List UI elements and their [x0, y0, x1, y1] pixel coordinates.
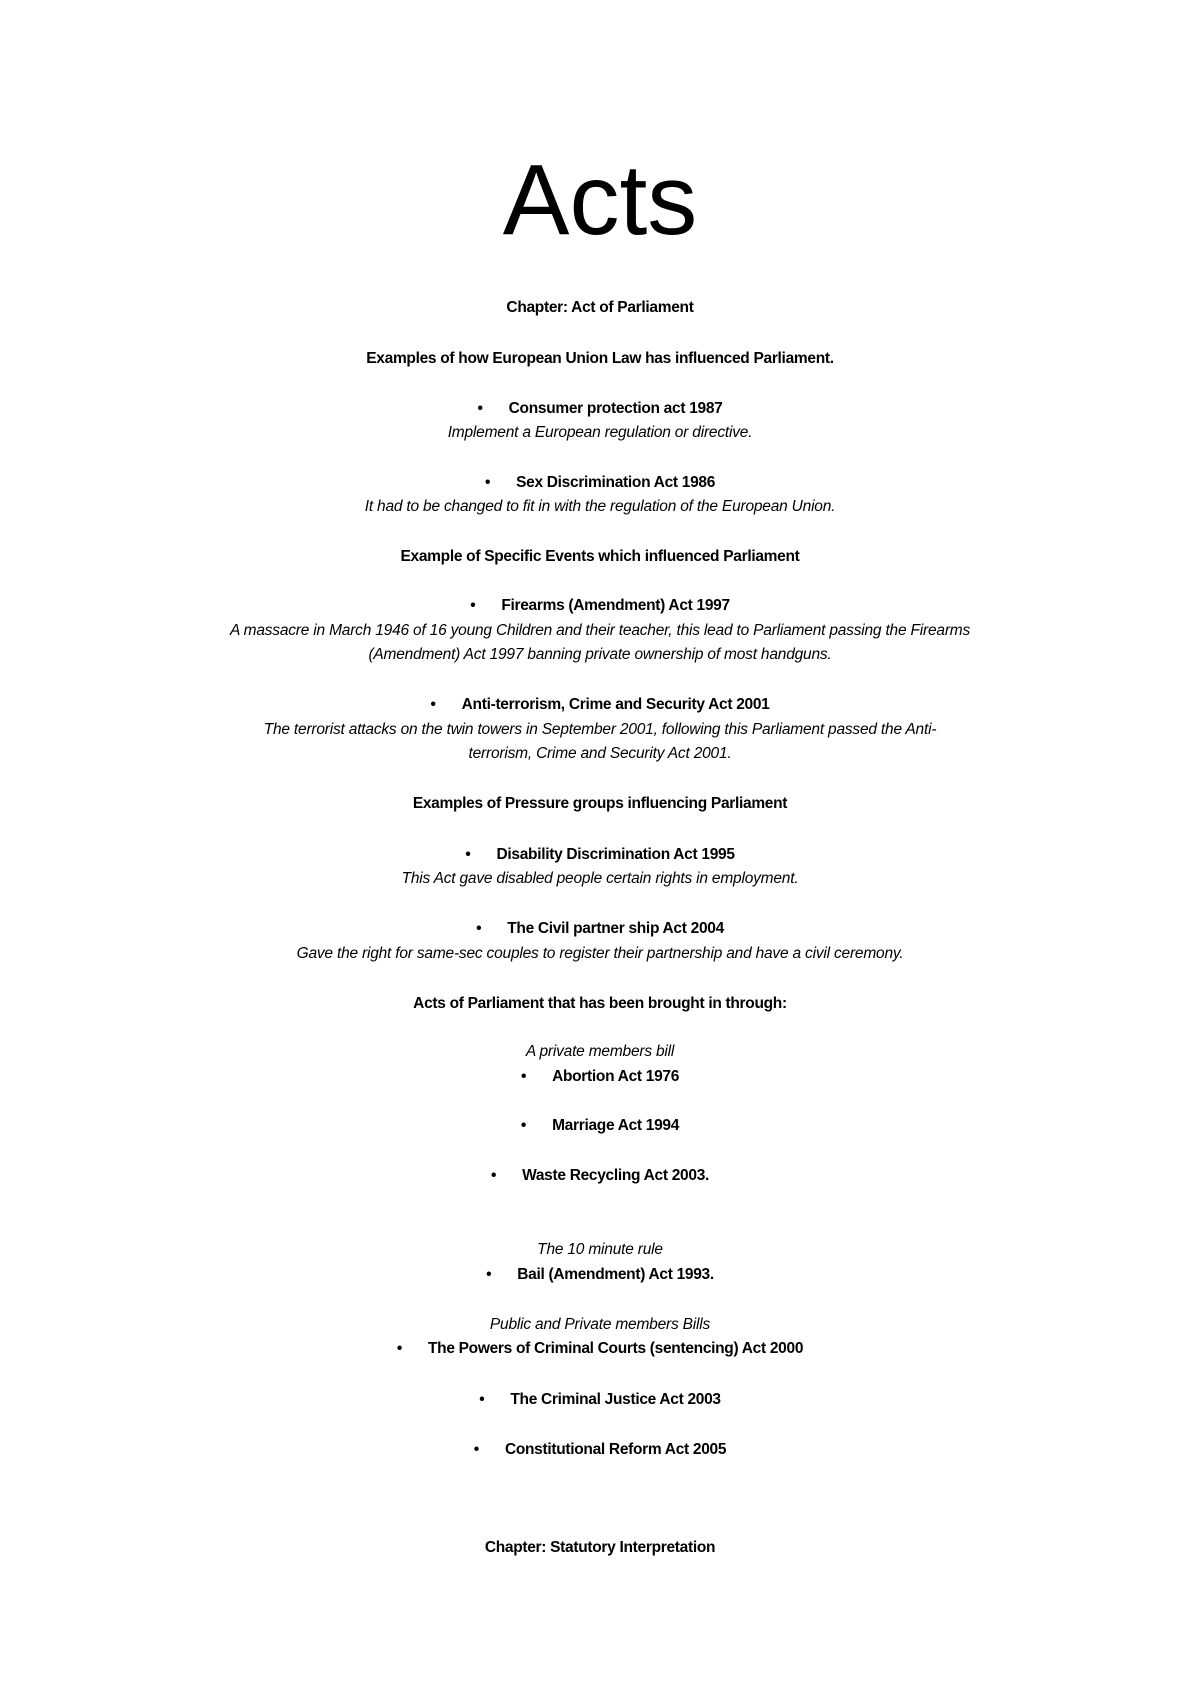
bullet-icon: • — [520, 1117, 527, 1134]
list-item — [0, 1438, 1200, 1462]
act-name: Bail (Amendment) Act 1993. — [517, 1266, 714, 1283]
act-name: Disability Discrimination Act 1995 — [496, 846, 735, 863]
bullet-icon: • — [490, 1167, 497, 1184]
list-item — [0, 1337, 1200, 1361]
act-note: Implement a European regulation or directive. — [447, 424, 753, 441]
bullet-icon: • — [430, 696, 436, 713]
bullet-icon: • — [486, 1266, 492, 1283]
bullet-icon: • — [520, 1068, 527, 1085]
act-note: terrorism, Crime and Security Act 2001. — [468, 745, 732, 762]
bullet-icon: • — [396, 1340, 402, 1357]
bullet-icon: • — [470, 597, 476, 614]
subheading-ten-minute: The 10 minute rule — [537, 1241, 663, 1258]
act-name: The Civil partner ship Act 2004 — [507, 920, 724, 937]
subheading-private: A private members bill — [525, 1043, 675, 1060]
list-item — [0, 1164, 1200, 1188]
bullet-icon: • — [476, 920, 482, 937]
bullet-icon: • — [479, 1391, 485, 1408]
act-name: Anti-terrorism, Crime and Security Act 2001 — [461, 696, 770, 713]
list-item — [0, 843, 1200, 867]
list-item — [0, 471, 1200, 495]
act-name: Sex Discrimination Act 1986 — [516, 474, 716, 491]
bullet-icon: • — [473, 1441, 479, 1458]
act-note: This Act gave disabled people certain rights in employment. — [401, 870, 799, 887]
bullet-icon: • — [477, 400, 483, 417]
act-name: The Powers of Criminal Courts (sentencing) Act 2000 — [427, 1340, 804, 1357]
list-item — [0, 1065, 1200, 1089]
act-name: Abortion Act 1976 — [552, 1068, 680, 1085]
list-item — [0, 1114, 1200, 1138]
section-heading-brought: Acts of Parliament that has been brought in through: — [413, 995, 787, 1012]
bullet-icon: • — [484, 474, 491, 491]
chapter-heading: Chapter: Statutory Interpretation — [484, 1539, 716, 1556]
list-item — [0, 397, 1200, 421]
act-note: It had to be changed to fit in with the regulation of the European Union. — [364, 498, 836, 515]
document-title: Acts — [502, 144, 698, 256]
list-item — [0, 1263, 1200, 1287]
act-name: The Criminal Justice Act 2003 — [510, 1391, 721, 1408]
list-item — [0, 917, 1200, 941]
list-item — [0, 693, 1200, 717]
act-name: Consumer protection act 1987 — [508, 400, 723, 417]
list-item — [0, 1388, 1200, 1412]
act-note: The terrorist attacks on the twin towers in September 2001, following this Parliament passed the Anti- — [263, 721, 937, 738]
section-heading-pressure: Examples of Pressure groups influencing Parliament — [412, 795, 788, 812]
section-heading-events: Example of Specific Events which influenced Parliament — [400, 548, 800, 565]
act-note: Gave the right for same-sec couples to register their partnership and have a civil ceremony. — [296, 945, 904, 962]
act-note: A massacre in March 1946 of 16 young Children and their teacher, this lead to Parliament passing the Firearms — [229, 622, 971, 639]
list-item — [0, 594, 1200, 618]
bullet-icon: • — [465, 846, 471, 863]
act-name: Waste Recycling Act 2003. — [522, 1167, 710, 1184]
section-heading-eu: Examples of how European Union Law has influenced Parliament. — [366, 350, 834, 367]
act-note: (Amendment) Act 1997 banning private ownership of most handguns. — [368, 646, 832, 663]
chapter-heading: Chapter: Act of Parliament — [506, 299, 694, 316]
act-name: Firearms (Amendment) Act 1997 — [501, 597, 730, 614]
act-name: Constitutional Reform Act 2005 — [504, 1441, 727, 1458]
act-name: Marriage Act 1994 — [552, 1117, 680, 1134]
subheading-public: Public and Private members Bills — [489, 1316, 711, 1333]
